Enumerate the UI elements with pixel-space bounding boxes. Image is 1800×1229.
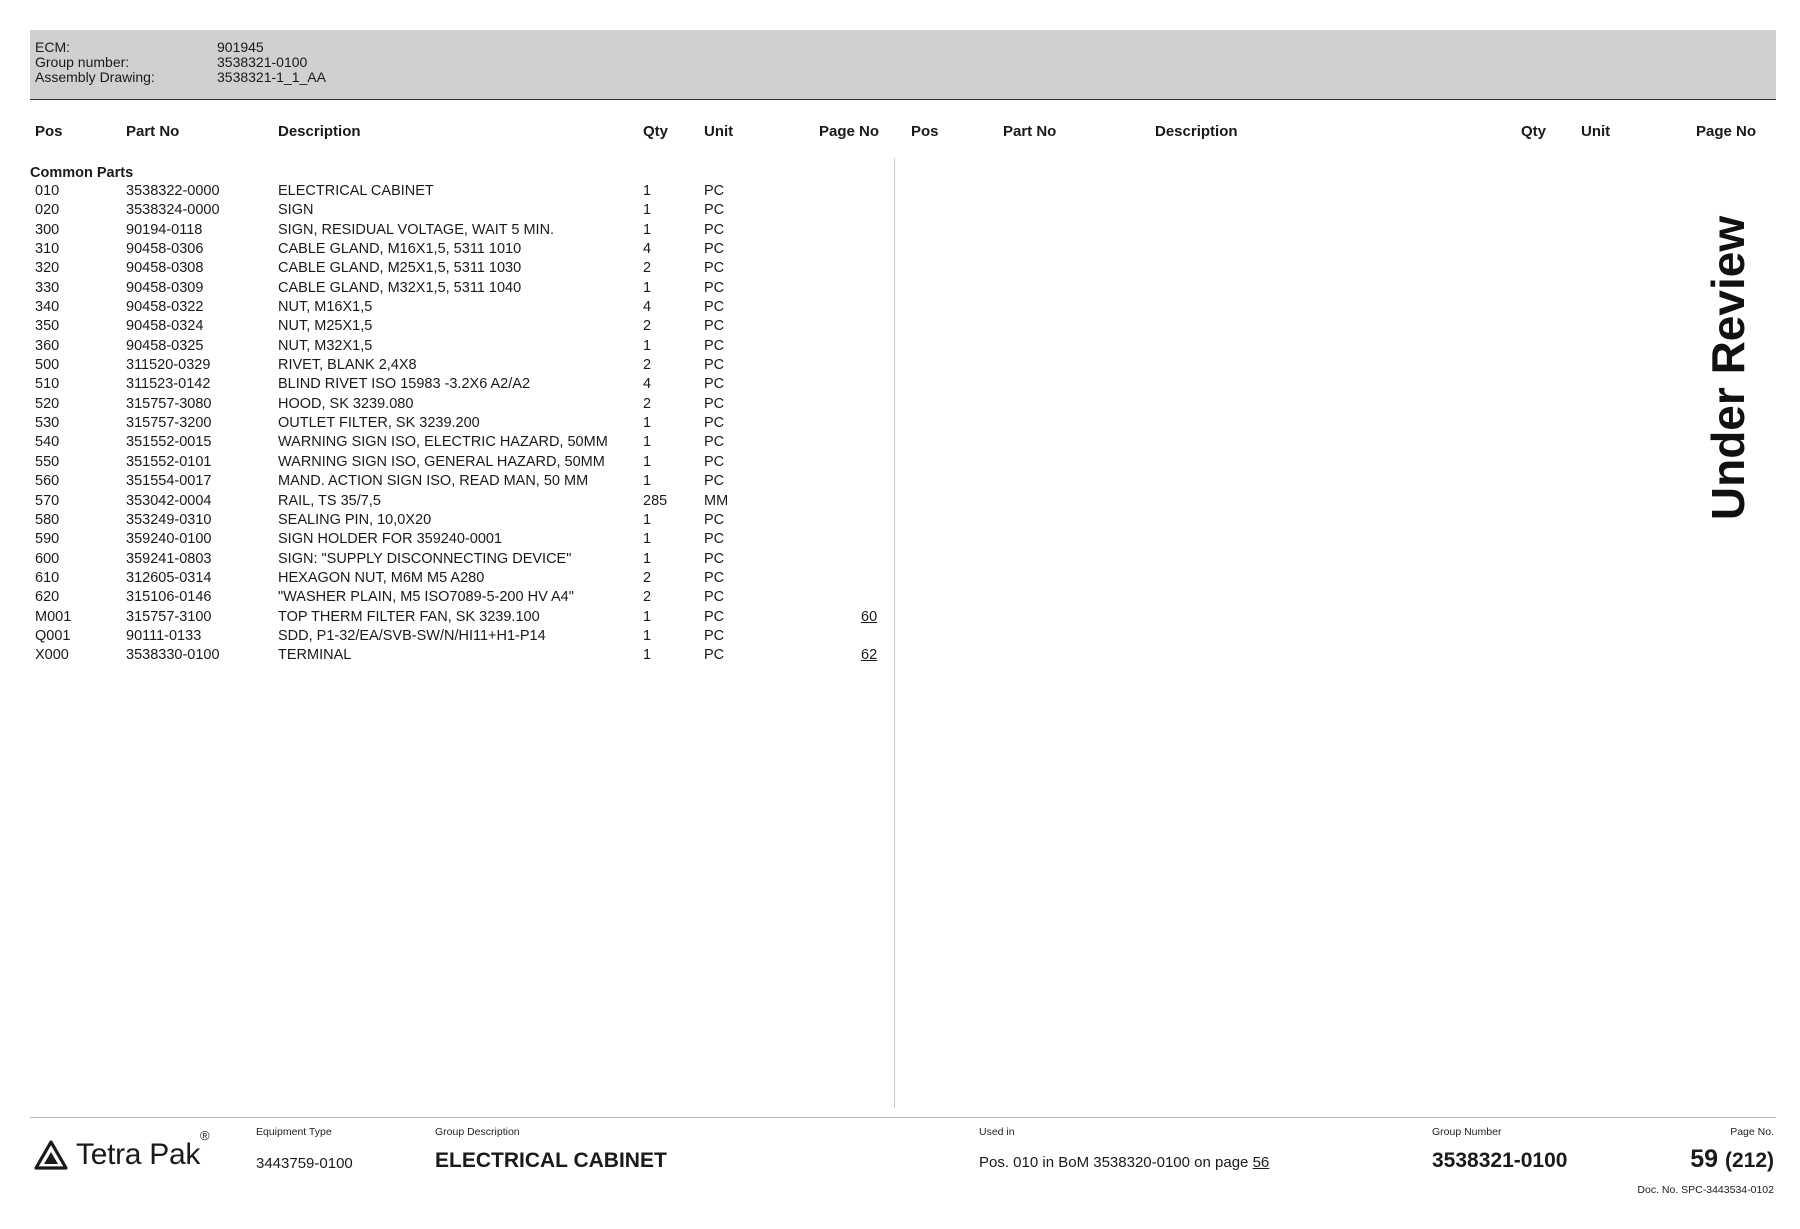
row-qty: 1 — [643, 183, 652, 199]
col-header-part-no: Part No — [126, 123, 180, 140]
group-description-value: ELECTRICAL CABINET — [435, 1149, 667, 1172]
tetra-pak-logo — [34, 1128, 210, 1172]
row-unit: PC — [704, 415, 725, 432]
group-description-label: Group Description — [435, 1126, 520, 1138]
row-description: WARNING SIGN ISO, ELECTRIC HAZARD, 50MM — [278, 434, 608, 451]
row-pos: 590 — [35, 531, 60, 548]
page-current: 59 — [1690, 1145, 1719, 1173]
row-part-no: 90458-0308 — [126, 260, 204, 277]
table-row — [0, 454, 894, 473]
table-row — [0, 570, 894, 589]
row-part-no: 90458-0324 — [126, 318, 204, 335]
table-row — [0, 202, 894, 221]
row-description: HOOD, SK 3239.080 — [278, 395, 414, 412]
row-unit: PC — [704, 221, 725, 238]
row-qty: 1 — [643, 415, 652, 432]
row-part-no: 90458-0306 — [126, 241, 204, 258]
row-pos: 500 — [35, 357, 60, 374]
row-pos: 620 — [35, 589, 60, 606]
row-part-no: 312605-0314 — [126, 569, 212, 586]
col-header-part-no-right: Part No — [1003, 123, 1057, 140]
row-description: MAND. ACTION SIGN ISO, READ MAN, 50 MM — [278, 473, 589, 490]
col-header-page-no-right: Page No — [1696, 123, 1757, 140]
row-unit: PC — [704, 183, 725, 199]
row-description: TOP THERM FILTER FAN, SK 3239.100 — [278, 608, 540, 625]
col-header-description-right: Description — [1155, 123, 1238, 140]
row-part-no: 359240-0100 — [126, 531, 212, 548]
table-row — [0, 241, 894, 260]
row-part-no: 90458-0322 — [126, 299, 204, 316]
row-unit: PC — [704, 318, 725, 335]
col-header-pos-right: Pos — [911, 123, 939, 140]
row-pos: 360 — [35, 337, 60, 354]
row-part-no: 90194-0118 — [126, 221, 203, 238]
meta-row-assembly-drawing — [35, 70, 326, 85]
col-header-description: Description — [278, 123, 361, 140]
row-qty: 1 — [643, 550, 652, 567]
row-unit: PC — [704, 511, 725, 528]
under-review-stamp: Under Review — [1702, 215, 1754, 521]
row-pos: 300 — [35, 221, 60, 238]
row-description: SIGN, RESIDUAL VOLTAGE, WAIT 5 MIN. — [278, 221, 555, 238]
row-unit: PC — [704, 473, 725, 490]
column-divider — [894, 158, 895, 1108]
meta-value: 901945 — [217, 39, 264, 55]
row-qty: 2 — [643, 569, 652, 586]
meta-label: ECM: — [35, 39, 70, 55]
group-number-value: 3538321-0100 — [1432, 1149, 1568, 1172]
row-qty: 2 — [643, 260, 652, 277]
row-pos: 580 — [35, 511, 60, 528]
row-qty: 1 — [643, 647, 652, 664]
row-pos: 540 — [35, 434, 60, 451]
meta-row-group-number — [35, 55, 326, 70]
logo-text — [76, 1128, 210, 1172]
meta-row-ecm — [35, 40, 326, 55]
row-pos: 010 — [35, 183, 60, 199]
equipment-type-value: 3443759-0100 — [256, 1155, 353, 1172]
page-total: (212) — [1724, 1149, 1774, 1172]
row-description: SIGN HOLDER FOR 359240-0001 — [278, 531, 503, 548]
row-description: NUT, M25X1,5 — [278, 318, 373, 335]
col-header-unit: Unit — [704, 123, 734, 140]
row-qty: 4 — [643, 376, 652, 393]
row-description: "WASHER PLAIN, M5 ISO7089-5-200 HV A4" — [278, 589, 574, 606]
row-qty: 2 — [643, 357, 652, 374]
row-qty: 4 — [643, 241, 652, 258]
row-part-no: 311520-0329 — [126, 357, 211, 374]
table-row — [0, 396, 894, 415]
col-header-unit-right: Unit — [1581, 123, 1611, 140]
row-qty: 1 — [643, 453, 652, 470]
row-part-no: 353249-0310 — [126, 511, 212, 528]
row-pos: 350 — [35, 318, 60, 335]
table-row — [0, 512, 894, 531]
row-part-no: 90458-0325 — [126, 337, 204, 354]
row-part-no: 3538322-0000 — [126, 183, 220, 199]
row-pos: 310 — [35, 241, 60, 258]
row-unit: PC — [704, 357, 725, 374]
row-qty: 1 — [643, 627, 652, 644]
meta-value: 3538321-1_1_AA — [217, 69, 326, 85]
table-row — [0, 551, 894, 570]
row-part-no: 351554-0017 — [126, 473, 212, 490]
col-header-page-no: Page No — [819, 123, 880, 140]
row-unit: MM — [704, 492, 729, 509]
row-unit: PC — [704, 260, 725, 277]
logo-wordmark: Tetra Pak — [76, 1138, 201, 1171]
used-in-label: Used in — [979, 1126, 1015, 1138]
row-qty: 1 — [643, 202, 652, 219]
row-description: OUTLET FILTER, SK 3239.200 — [278, 415, 480, 432]
col-header-qty: Qty — [643, 123, 669, 140]
row-description: HEXAGON NUT, M6M M5 A280 — [278, 569, 485, 586]
row-description: TERMINAL — [278, 647, 352, 664]
row-pos: 530 — [35, 415, 60, 432]
row-description: ELECTRICAL CABINET — [278, 183, 434, 199]
page-number — [1690, 1145, 1774, 1174]
row-part-no: 315757-3200 — [126, 415, 212, 432]
row-qty: 285 — [643, 492, 668, 509]
row-pos: 520 — [35, 395, 60, 412]
table-row — [0, 183, 894, 202]
row-description: NUT, M32X1,5 — [278, 337, 373, 354]
table-row — [0, 493, 894, 512]
row-unit: PC — [704, 434, 725, 451]
footer-divider — [30, 1117, 1776, 1118]
table-row — [0, 647, 894, 666]
row-qty: 1 — [643, 531, 652, 548]
table-row — [0, 280, 894, 299]
row-part-no: 353042-0004 — [126, 492, 212, 509]
row-pos: 560 — [35, 473, 60, 490]
col-header-pos: Pos — [35, 123, 63, 140]
row-unit: PC — [704, 589, 725, 606]
row-page-link[interactable]: 60 — [861, 608, 878, 625]
row-page-link[interactable]: 62 — [861, 647, 878, 664]
row-description: WARNING SIGN ISO, GENERAL HAZARD, 50MM — [278, 453, 605, 470]
row-part-no: 351552-0101 — [126, 453, 212, 470]
row-unit: PC — [704, 202, 725, 219]
row-part-no: 311523-0142 — [126, 376, 211, 393]
row-qty: 1 — [643, 473, 652, 490]
page-no-label: Page No. — [1730, 1126, 1774, 1138]
row-qty: 1 — [643, 337, 652, 354]
row-pos: 330 — [35, 279, 60, 296]
row-qty: 1 — [643, 608, 652, 625]
table-row — [0, 299, 894, 318]
table-row — [0, 338, 894, 357]
group-number-label: Group Number — [1432, 1126, 1502, 1138]
table-row — [0, 222, 894, 241]
row-description: CABLE GLAND, M32X1,5, 5311 1040 — [278, 279, 522, 296]
row-unit: PC — [704, 279, 725, 296]
row-unit: PC — [704, 337, 725, 354]
row-description: CABLE GLAND, M16X1,5, 5311 1010 — [278, 241, 522, 258]
col-header-qty-right: Qty — [1521, 123, 1547, 140]
tetra-pak-logo-icon — [34, 1140, 68, 1170]
row-part-no: 90458-0309 — [126, 279, 204, 296]
row-pos: 340 — [35, 299, 60, 316]
row-pos: M001 — [35, 608, 72, 625]
table-row — [0, 628, 894, 647]
table-row — [0, 318, 894, 337]
table-row — [0, 609, 894, 628]
row-part-no: 3538330-0100 — [126, 647, 220, 664]
row-unit: PC — [704, 608, 725, 625]
table-row — [0, 415, 894, 434]
row-description: RAIL, TS 35/7,5 — [278, 492, 381, 509]
used-in-page-link[interactable]: 56 — [1252, 1154, 1270, 1171]
row-unit: PC — [704, 299, 725, 316]
row-part-no: 90111-0133 — [126, 627, 202, 644]
used-in-value — [979, 1154, 1269, 1171]
row-pos: 610 — [35, 569, 60, 586]
row-part-no: 351552-0015 — [126, 434, 212, 451]
meta-label: Assembly Drawing: — [35, 69, 155, 85]
row-description: SDD, P1-32/EA/SVB-SW/N/HI11+H1-P14 — [278, 627, 546, 644]
meta-value: 3538321-0100 — [217, 54, 308, 70]
row-qty: 2 — [643, 318, 652, 335]
row-pos: Q001 — [35, 627, 71, 644]
row-part-no: 315106-0146 — [126, 589, 212, 606]
table-row — [0, 260, 894, 279]
row-unit: PC — [704, 647, 725, 664]
row-pos: 550 — [35, 453, 60, 470]
row-unit: PC — [704, 453, 725, 470]
row-part-no: 315757-3080 — [126, 395, 212, 412]
row-description: RIVET, BLANK 2,4X8 — [278, 357, 417, 374]
logo-registered-mark: ® — [200, 1128, 210, 1143]
parts-table — [0, 183, 894, 667]
row-description: SEALING PIN, 10,0X20 — [278, 511, 432, 528]
row-part-no: 315757-3100 — [126, 608, 212, 625]
row-qty: 1 — [643, 434, 652, 451]
row-pos: 570 — [35, 492, 60, 509]
header-band — [30, 30, 1776, 100]
row-unit: PC — [704, 550, 725, 567]
table-row — [0, 473, 894, 492]
header-meta — [35, 40, 326, 85]
table-row — [0, 357, 894, 376]
row-part-no: 3538324-0000 — [126, 202, 220, 219]
used-in-text: Pos. 010 in BoM 3538320-0100 on page — [979, 1154, 1249, 1171]
row-pos: 020 — [35, 202, 60, 219]
row-qty: 2 — [643, 589, 652, 606]
row-qty: 2 — [643, 395, 652, 412]
row-pos: 600 — [35, 550, 60, 567]
row-description: NUT, M16X1,5 — [278, 299, 373, 316]
row-unit: PC — [704, 376, 725, 393]
row-pos: 320 — [35, 260, 60, 277]
row-unit: PC — [704, 531, 725, 548]
row-unit: PC — [704, 569, 725, 586]
table-row — [0, 589, 894, 608]
meta-label: Group number: — [35, 54, 130, 70]
row-unit: PC — [704, 395, 725, 412]
row-description: BLIND RIVET ISO 15983 -3.2X6 A2/A2 — [278, 376, 531, 393]
equipment-type-label: Equipment Type — [256, 1126, 332, 1138]
row-pos: X000 — [35, 647, 69, 664]
row-qty: 4 — [643, 299, 652, 316]
row-pos: 510 — [35, 376, 60, 393]
row-description: CABLE GLAND, M25X1,5, 5311 1030 — [278, 260, 522, 277]
row-description: SIGN — [278, 202, 314, 219]
row-description: SIGN: "SUPPLY DISCONNECTING DEVICE" — [278, 550, 572, 567]
table-row — [0, 376, 894, 395]
row-unit: PC — [704, 241, 725, 258]
row-qty: 1 — [643, 511, 652, 528]
row-qty: 1 — [643, 279, 652, 296]
table-row — [0, 434, 894, 453]
row-part-no: 359241-0803 — [126, 550, 212, 567]
table-row — [0, 531, 894, 550]
doc-number: Doc. No. SPC-3443534-0102 — [1637, 1184, 1774, 1196]
row-qty: 1 — [643, 221, 652, 238]
row-unit: PC — [704, 627, 725, 644]
section-title: Common Parts — [30, 165, 134, 181]
